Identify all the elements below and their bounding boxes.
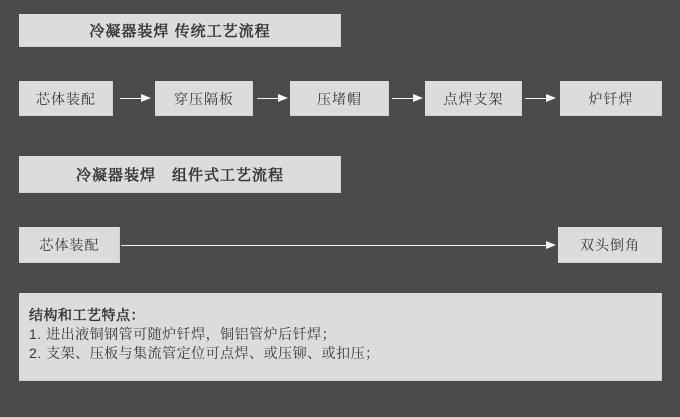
- flow1-step-press-partition: 穿压隔板: [155, 81, 253, 116]
- arrow-head-icon: [546, 94, 556, 102]
- arrow-shaft: [120, 98, 141, 99]
- notes-panel: [19, 293, 662, 381]
- flow1-step-core-assembly: 芯体装配: [19, 81, 113, 116]
- notes-heading: 结构和工艺特点：: [29, 307, 145, 323]
- arrow-head-icon: [141, 94, 151, 102]
- flow2-step-core-assembly: 芯体装配: [19, 227, 120, 263]
- flow1-step-spot-weld-bracket: 点焊支架: [425, 81, 522, 116]
- arrow-head-icon: [278, 94, 288, 102]
- flow2-arrow-1: [121, 241, 556, 249]
- arrow-shaft: [257, 98, 278, 99]
- arrow-shaft: [392, 98, 413, 99]
- flow1-title: 冷凝器装焊 传统工艺流程: [19, 14, 341, 47]
- flow1-arrow-1: [120, 94, 151, 102]
- arrow-head-icon: [413, 94, 423, 102]
- notes-item-1: 1. 进出液铜钢管可随炉钎焊，铜铝管炉后钎焊；: [29, 326, 337, 342]
- flow1-step-press-cap: 压堵帽: [290, 81, 389, 116]
- notes-item-2: 2. 支架、压板与集流管定位可点焊、或压铆、或扣压；: [29, 345, 380, 361]
- flow2-step-double-end-chamfer: 双头倒角: [558, 227, 662, 263]
- flow1-arrow-4: [525, 94, 556, 102]
- arrow-shaft: [525, 98, 546, 99]
- flow2-title: 冷凝器装焊 组件式工艺流程: [19, 156, 341, 193]
- flow1-arrow-3: [392, 94, 423, 102]
- arrow-head-icon: [546, 241, 556, 249]
- arrow-shaft: [121, 245, 546, 246]
- flow1-step-furnace-brazing: 炉钎焊: [560, 81, 662, 116]
- flow1-arrow-2: [257, 94, 288, 102]
